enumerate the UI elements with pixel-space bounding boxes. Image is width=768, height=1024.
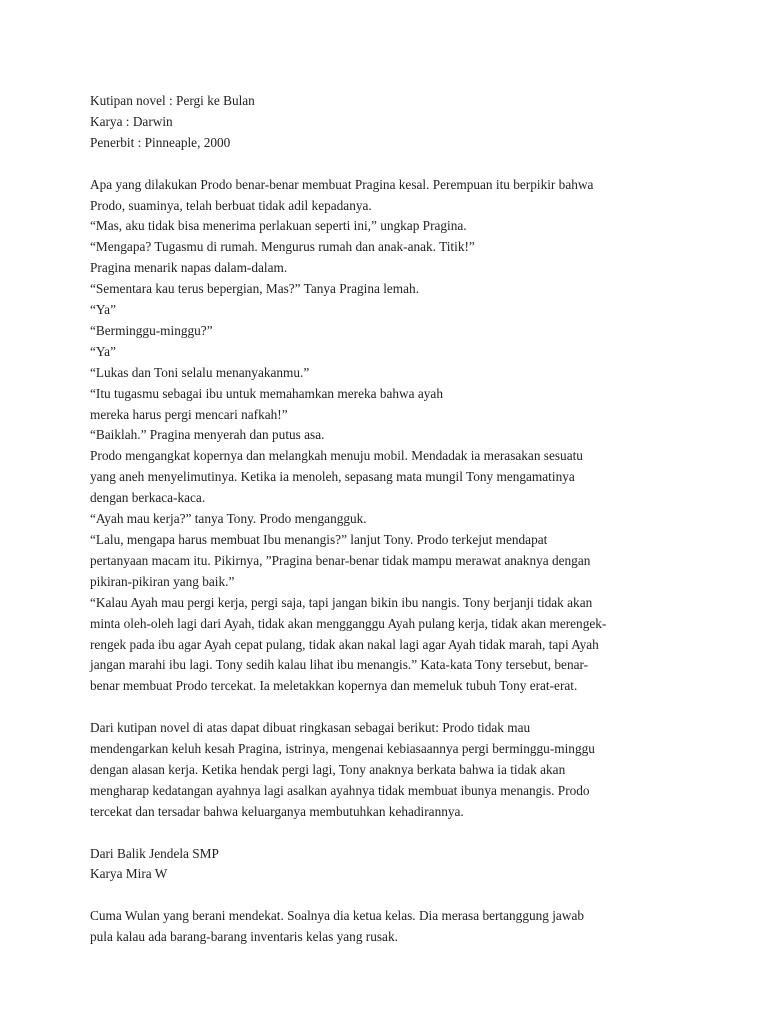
second-excerpt-header bbox=[90, 844, 750, 886]
text-line: pertanyaan macam itu. Pikirnya, ”Pragina benar-benar tidak mampu merawat anaknya dengan bbox=[90, 552, 591, 568]
text-line: “Ya” bbox=[90, 343, 116, 359]
text-line: dengan berkaca-kaca. bbox=[90, 490, 206, 506]
text-line: “Kalau Ayah mau pergi kerja, pergi saja, tapi jangan bikin ibu nangis. Tony berjanji tidak akan bbox=[90, 594, 593, 610]
text-line: Pragina menarik napas dalam-dalam. bbox=[90, 260, 288, 276]
text-line: “Mas, aku tidak bisa menerima perlakuan seperti ini,” ungkap Pragina. bbox=[90, 218, 467, 234]
summary-paragraph bbox=[90, 718, 750, 823]
paragraph-gap bbox=[90, 154, 750, 175]
text-line: “Mengapa? Tugasmu di rumah. Mengurus rumah dan anak-anak. Titik!” bbox=[90, 239, 475, 255]
text-line: “Lukas dan Toni selalu menanyakanmu.” bbox=[90, 364, 310, 380]
text-line: “Itu tugasmu sebagai ibu untuk memahamkan mereka bahwa ayah bbox=[90, 385, 443, 401]
novel-header bbox=[90, 91, 750, 154]
text-line: pula kalau ada barang-barang inventaris kelas yang rusak. bbox=[90, 929, 398, 945]
text-line: benar membuat Prodo tercekat. Ia meletakkan kopernya dan memeluk tubuh Tony erat-erat. bbox=[90, 678, 578, 694]
text-line: minta oleh-oleh lagi dari Ayah, tidak akan mengganggu Ayah pulang kerja, tidak akan merengek- bbox=[90, 615, 607, 631]
text-line: “Sementara kau terus bepergian, Mas?” Tanya Pragina lemah. bbox=[90, 281, 420, 297]
text-line: yang aneh menyelimutinya. Ketika ia menoleh, sepasang mata mungil Tony mengamatinya bbox=[90, 469, 575, 485]
text-line: tercekat dan tersadar bahwa keluarganya membutuhkan kehadirannya. bbox=[90, 803, 464, 819]
header-line-publisher: Penerbit : Pinneaple, 2000 bbox=[90, 134, 231, 150]
text-line: “Lalu, mengapa harus membuat Ibu menangis?” lanjut Tony. Prodo terkejut mendapat bbox=[90, 532, 548, 548]
header-line-title: Kutipan novel : Pergi ke Bulan bbox=[90, 93, 255, 108]
text-line: “Berminggu-minggu?” bbox=[90, 322, 213, 338]
text-line: mereka harus pergi mencari nafkah!” bbox=[90, 406, 288, 422]
paragraph-gap bbox=[90, 885, 750, 906]
second-excerpt bbox=[90, 906, 750, 948]
paragraph-gap bbox=[90, 823, 750, 844]
text-line: rengek pada ibu agar Ayah cepat pulang, tidak akan nakal lagi agar Ayah tidak marah, tapi Ayah bbox=[90, 636, 599, 652]
second-title-line: Dari Balik Jendela SMP bbox=[90, 845, 219, 861]
text-line: Prodo mengangkat kopernya dan melangkah menuju mobil. Mendadak ia merasakan sesuatu bbox=[90, 448, 583, 464]
header-line-author: Karya : Darwin bbox=[90, 113, 173, 129]
text-line: Cuma Wulan yang berani mendekat. Soalnya dia ketua kelas. Dia merasa bertanggung jawab bbox=[90, 908, 584, 924]
text-line: mendengarkan keluh kesah Pragina, istrinya, mengenai kebiasaannya pergi berminggu-minggu bbox=[90, 741, 595, 757]
text-line: “Ayah mau kerja?” tanya Tony. Prodo mengangguk. bbox=[90, 511, 367, 527]
text-line: dengan alasan kerja. Ketika hendak pergi lagi, Tony anaknya berkata bahwa ia tidak akan bbox=[90, 761, 566, 777]
novel-excerpt bbox=[90, 175, 750, 698]
paragraph-gap bbox=[90, 697, 750, 718]
text-line: “Ya” bbox=[90, 302, 116, 318]
second-author-line: Karya Mira W bbox=[90, 866, 168, 882]
text-line: Apa yang dilakukan Prodo benar-benar membuat Pragina kesal. Perempuan itu berpikir bahwa bbox=[90, 176, 594, 192]
text-line: “Baiklah.” Pragina menyerah dan putus asa. bbox=[90, 427, 325, 443]
document-page bbox=[90, 91, 750, 948]
text-line: mengharap kedatangan ayahnya lagi asalkan ayahnya tidak membuat ibunya menangis. Prodo bbox=[90, 782, 590, 798]
text-line: Prodo, suaminya, telah berbuat tidak adil kepadanya. bbox=[90, 197, 372, 213]
text-line: Dari kutipan novel di atas dapat dibuat ringkasan sebagai berikut: Prodo tidak mau bbox=[90, 720, 531, 736]
text-line: jangan marahi ibu lagi. Tony sedih kalau lihat ibu menangis.” Kata-kata Tony tersebut, benar- bbox=[90, 657, 589, 673]
text-line: pikiran-pikiran yang baik.” bbox=[90, 573, 235, 589]
